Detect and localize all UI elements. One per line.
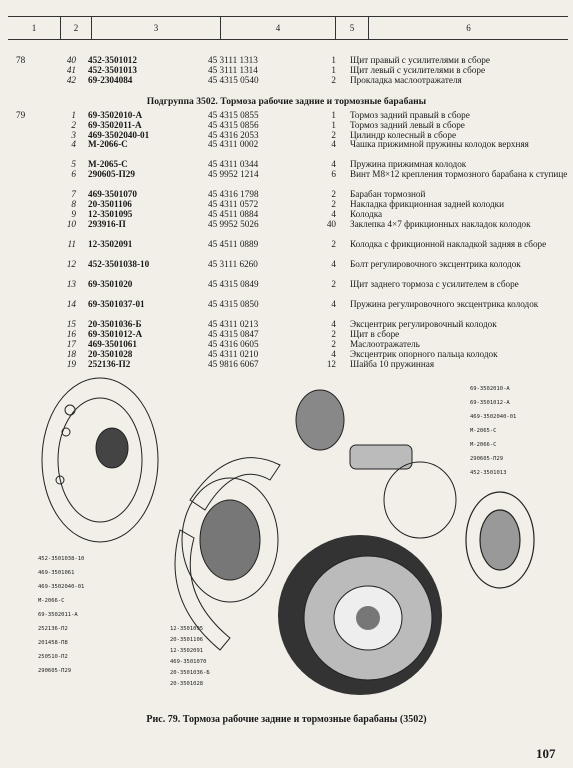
table-row xyxy=(8,319,568,329)
callout-label: М-2066-С xyxy=(470,442,497,448)
cell-num: 69-3501020 xyxy=(88,279,133,289)
cell-cat: 45 4311 0213 xyxy=(208,319,259,329)
backing-plate-left xyxy=(42,378,158,542)
cell-cat: 45 4316 2053 xyxy=(208,129,259,140)
cell-desc: Щит правый с усилителями в сборе xyxy=(350,55,490,65)
header-col-6: 6 xyxy=(466,23,471,33)
table-row xyxy=(8,120,568,130)
callout-label: 469-3502040-01 xyxy=(470,414,517,420)
cell-desc: Накладка фрикционная задней колодки xyxy=(350,199,505,209)
cell-cat: 45 4511 0884 xyxy=(208,209,259,219)
cell-qty: 4 xyxy=(331,349,336,359)
header-col-5: 5 xyxy=(336,17,369,39)
cell-desc: Барабан тормозной xyxy=(350,189,426,199)
cell-pos: 18 xyxy=(66,349,76,359)
callout-label: 69-3502011-А xyxy=(38,612,78,618)
cell-pos: 6 xyxy=(71,169,76,179)
cell-num: 290605-П29 xyxy=(88,169,135,179)
cell-qty: 2 xyxy=(331,189,336,199)
cell-qty: 2 xyxy=(331,74,336,85)
cell-cat: 45 4315 0856 xyxy=(208,119,259,130)
cell-num: 20-3501028 xyxy=(88,349,133,359)
cell-cat: 45 4311 0344 xyxy=(208,159,259,169)
cell-desc: Тормоз задний правый в сборе xyxy=(350,110,470,120)
cell-qty: 2 xyxy=(331,129,336,140)
callout-label: 201458-П8 xyxy=(38,640,68,646)
cell-qty: 2 xyxy=(331,279,336,289)
cell-cat: 45 4315 0847 xyxy=(208,329,259,339)
cell-pos: 3 xyxy=(71,129,76,140)
cell-pos: 12 xyxy=(66,259,76,269)
cell-pos: 9 xyxy=(71,209,76,219)
cell-num: М-2066-С xyxy=(88,139,128,150)
cell-desc: Эксцентрик опорного пальца колодок xyxy=(350,349,498,359)
cell-qty: 4 xyxy=(331,159,336,169)
cell-pos: 8 xyxy=(71,199,76,209)
cell-qty: 4 xyxy=(331,259,336,269)
cell-qty: 4 xyxy=(331,319,336,329)
table-row xyxy=(8,299,568,309)
cell-num: 12-3501095 xyxy=(88,209,133,219)
callout-label: М-2066-С xyxy=(38,598,65,604)
cell-num: 469-3502040-01 xyxy=(88,129,150,140)
table-row xyxy=(8,139,568,149)
cell-qty: 1 xyxy=(331,119,336,130)
callout-label: 20-3501106 xyxy=(170,637,204,643)
cell-cat: 45 9952 1214 xyxy=(208,169,259,179)
callout-label: 69-3502010-А xyxy=(470,386,510,392)
cell-qty: 2 xyxy=(331,199,336,209)
callout-label: 250510-П2 xyxy=(38,654,68,660)
cell-group: 79 xyxy=(16,110,26,120)
callout-label: 20-3501028 xyxy=(170,681,204,687)
cell-cat: 45 4316 0605 xyxy=(208,339,259,349)
table-header xyxy=(8,16,568,40)
cell-pos: 1 xyxy=(71,110,76,120)
callout-label: 12-3502091 xyxy=(170,648,204,654)
header-col-1: 1 xyxy=(8,17,61,39)
cell-pos: 13 xyxy=(66,279,76,289)
cell-pos: 2 xyxy=(71,119,76,130)
cell-qty: 4 xyxy=(331,139,336,150)
callout-label: 452-3501013 xyxy=(470,470,507,476)
cell-cat: 45 4316 1798 xyxy=(208,189,259,199)
callout-label: 252136-П2 xyxy=(38,626,68,632)
page-number: 107 xyxy=(536,746,556,761)
backing-plate-right xyxy=(466,492,534,588)
cell-desc: Щит левый с усилителями в сборе xyxy=(350,64,486,75)
table-row xyxy=(8,189,568,199)
cell-pos: 11 xyxy=(67,239,76,249)
cell-desc: Прокладка маслоотражателя xyxy=(350,74,462,85)
cell-desc: Винт М8×12 крепления тормозного барабана к ступице xyxy=(350,169,568,179)
cell-pos: 14 xyxy=(66,299,76,309)
cell-desc: Пружина прижимная колодок xyxy=(350,159,467,169)
cell-num: 69-3501037-01 xyxy=(88,299,145,309)
cell-desc: Колодка с фрикционной накладкой задняя в сборе xyxy=(350,239,547,249)
cell-cat: 45 4315 0849 xyxy=(208,279,259,289)
cell-desc: Шайба 10 пружинная xyxy=(350,359,435,369)
figure-caption: Рис. 79. Тормоза рабочие задние и тормозные барабаны (3502) xyxy=(146,714,427,725)
table-row xyxy=(8,55,568,65)
cell-pos: 4 xyxy=(71,139,76,150)
cell-cat: 45 3111 1313 xyxy=(208,55,258,65)
cell-cat: 45 3111 6260 xyxy=(208,259,258,269)
cell-num: 469-3501061 xyxy=(88,339,137,349)
cell-cat: 45 9816 6067 xyxy=(208,359,259,369)
table-row xyxy=(8,130,568,140)
cell-qty: 4 xyxy=(331,209,336,219)
cell-num: 69-3502011-А xyxy=(88,119,142,130)
cell-pos: 42 xyxy=(66,74,76,85)
cell-desc: Цилиндр колесный в сборе xyxy=(350,129,457,140)
cell-pos: 10 xyxy=(66,219,76,229)
cell-pos: 19 xyxy=(66,359,76,369)
cell-num: 69-2304084 xyxy=(88,74,133,85)
cell-num: 469-3501070 xyxy=(88,189,137,199)
table-row xyxy=(8,339,568,349)
cell-desc: Чашка прижимной пружины колодок верхняя xyxy=(350,139,529,150)
cell-num: 20-3501036-Б xyxy=(88,319,142,329)
cell-qty: 40 xyxy=(326,219,336,229)
cell-qty: 2 xyxy=(331,329,336,339)
cell-pos: 41 xyxy=(66,64,76,75)
callout-label: 290605-П29 xyxy=(38,668,72,674)
cell-num: 452-3501012 xyxy=(88,55,137,65)
cell-num: 12-3502091 xyxy=(88,239,133,249)
cell-cat: 45 9952 5026 xyxy=(208,219,259,229)
callout-label: 69-3501012-А xyxy=(470,400,510,406)
header-col-3: 3 xyxy=(92,17,221,39)
table-row xyxy=(8,349,568,359)
table-row xyxy=(8,219,568,229)
table-row xyxy=(8,209,568,219)
cell-qty: 4 xyxy=(331,299,336,309)
cell-cat: 45 4311 0572 xyxy=(208,199,259,209)
table-row xyxy=(8,75,568,85)
cell-pos: 15 xyxy=(66,319,76,329)
table-row xyxy=(8,329,568,339)
cell-qty: 6 xyxy=(331,169,336,179)
cell-group: 78 xyxy=(16,55,26,65)
cell-qty: 12 xyxy=(326,359,336,369)
callout-label: 469-3502040-01 xyxy=(38,584,85,590)
cell-qty: 1 xyxy=(331,110,336,120)
cell-qty: 2 xyxy=(331,239,336,249)
cell-pos: 16 xyxy=(66,329,76,339)
table-row xyxy=(8,259,568,269)
cell-cat: 45 4311 0210 xyxy=(208,349,259,359)
callout-label: 20-3501036-Б xyxy=(170,670,210,676)
header-col-4: 4 xyxy=(221,17,336,39)
table-row xyxy=(8,159,568,169)
cell-desc: Маслоотражатель xyxy=(350,339,420,349)
header-col-2: 2 xyxy=(61,17,92,39)
table-row xyxy=(8,65,568,75)
callout-label: 12-3501095 xyxy=(170,626,204,632)
table-row xyxy=(8,169,568,179)
callout-label: 469-3501070 xyxy=(170,659,207,665)
cell-desc: Тормоз задний левый в сборе xyxy=(350,119,465,130)
cell-desc: Щит заднего тормоза с усилителем в сборе xyxy=(350,279,519,289)
cell-pos: 17 xyxy=(66,339,76,349)
cell-desc: Колодка xyxy=(350,209,383,219)
cell-cat: 45 4511 0889 xyxy=(208,239,259,249)
cell-num: 452-3501013 xyxy=(88,64,137,75)
table-row xyxy=(8,110,568,120)
cell-qty: 1 xyxy=(331,55,336,65)
callout-label: М-2065-С xyxy=(470,428,497,434)
callout-label: 452-3501038-10 xyxy=(38,556,85,562)
table-row xyxy=(8,239,568,249)
cell-num: 69-3502010-А xyxy=(88,110,143,120)
cell-qty: 1 xyxy=(331,64,336,75)
table-row xyxy=(8,279,568,289)
cell-desc: Пружина регулировочного эксцентрика колодок xyxy=(350,299,539,309)
callout-label: 290605-П29 xyxy=(470,456,504,462)
table-row xyxy=(8,199,568,209)
callout-label: 469-3501061 xyxy=(38,570,75,576)
brake-drum xyxy=(278,535,442,695)
cell-pos: 5 xyxy=(71,159,76,169)
table-row xyxy=(8,359,568,369)
cell-num: 20-3501106 xyxy=(88,199,132,209)
cell-num: 293916-П xyxy=(88,219,126,229)
cell-num: М-2065-С xyxy=(88,159,128,169)
cell-num: 69-3501012-А xyxy=(88,329,143,339)
cell-cat: 45 3111 1314 xyxy=(208,64,258,75)
cell-pos: 40 xyxy=(66,55,76,65)
cell-num: 452-3501038-10 xyxy=(88,259,150,269)
brake-shoes-center xyxy=(175,458,280,650)
subgroup-title: Подгруппа 3502. Тормоза рабочие задние и тормозные барабаны xyxy=(146,96,427,107)
cell-cat: 45 4315 0850 xyxy=(208,299,259,309)
wheel-cylinder-right xyxy=(296,390,456,538)
cell-cat: 45 4315 0855 xyxy=(208,110,259,120)
cell-cat: 45 4315 0540 xyxy=(208,74,259,85)
brake-exploded-diagram xyxy=(30,370,550,705)
cell-desc: Щит в сборе xyxy=(350,329,400,339)
cell-num: 252136-П2 xyxy=(88,359,131,369)
cell-desc: Заклепка 4×7 фрикционных накладок колодок xyxy=(350,219,531,229)
cell-desc: Эксцентрик регулировочный колодок xyxy=(350,319,497,329)
cell-cat: 45 4311 0002 xyxy=(208,139,259,150)
cell-qty: 2 xyxy=(331,339,336,349)
cell-desc: Болт регулировочного эксцентрика колодок xyxy=(350,259,521,269)
cell-pos: 7 xyxy=(71,189,76,199)
